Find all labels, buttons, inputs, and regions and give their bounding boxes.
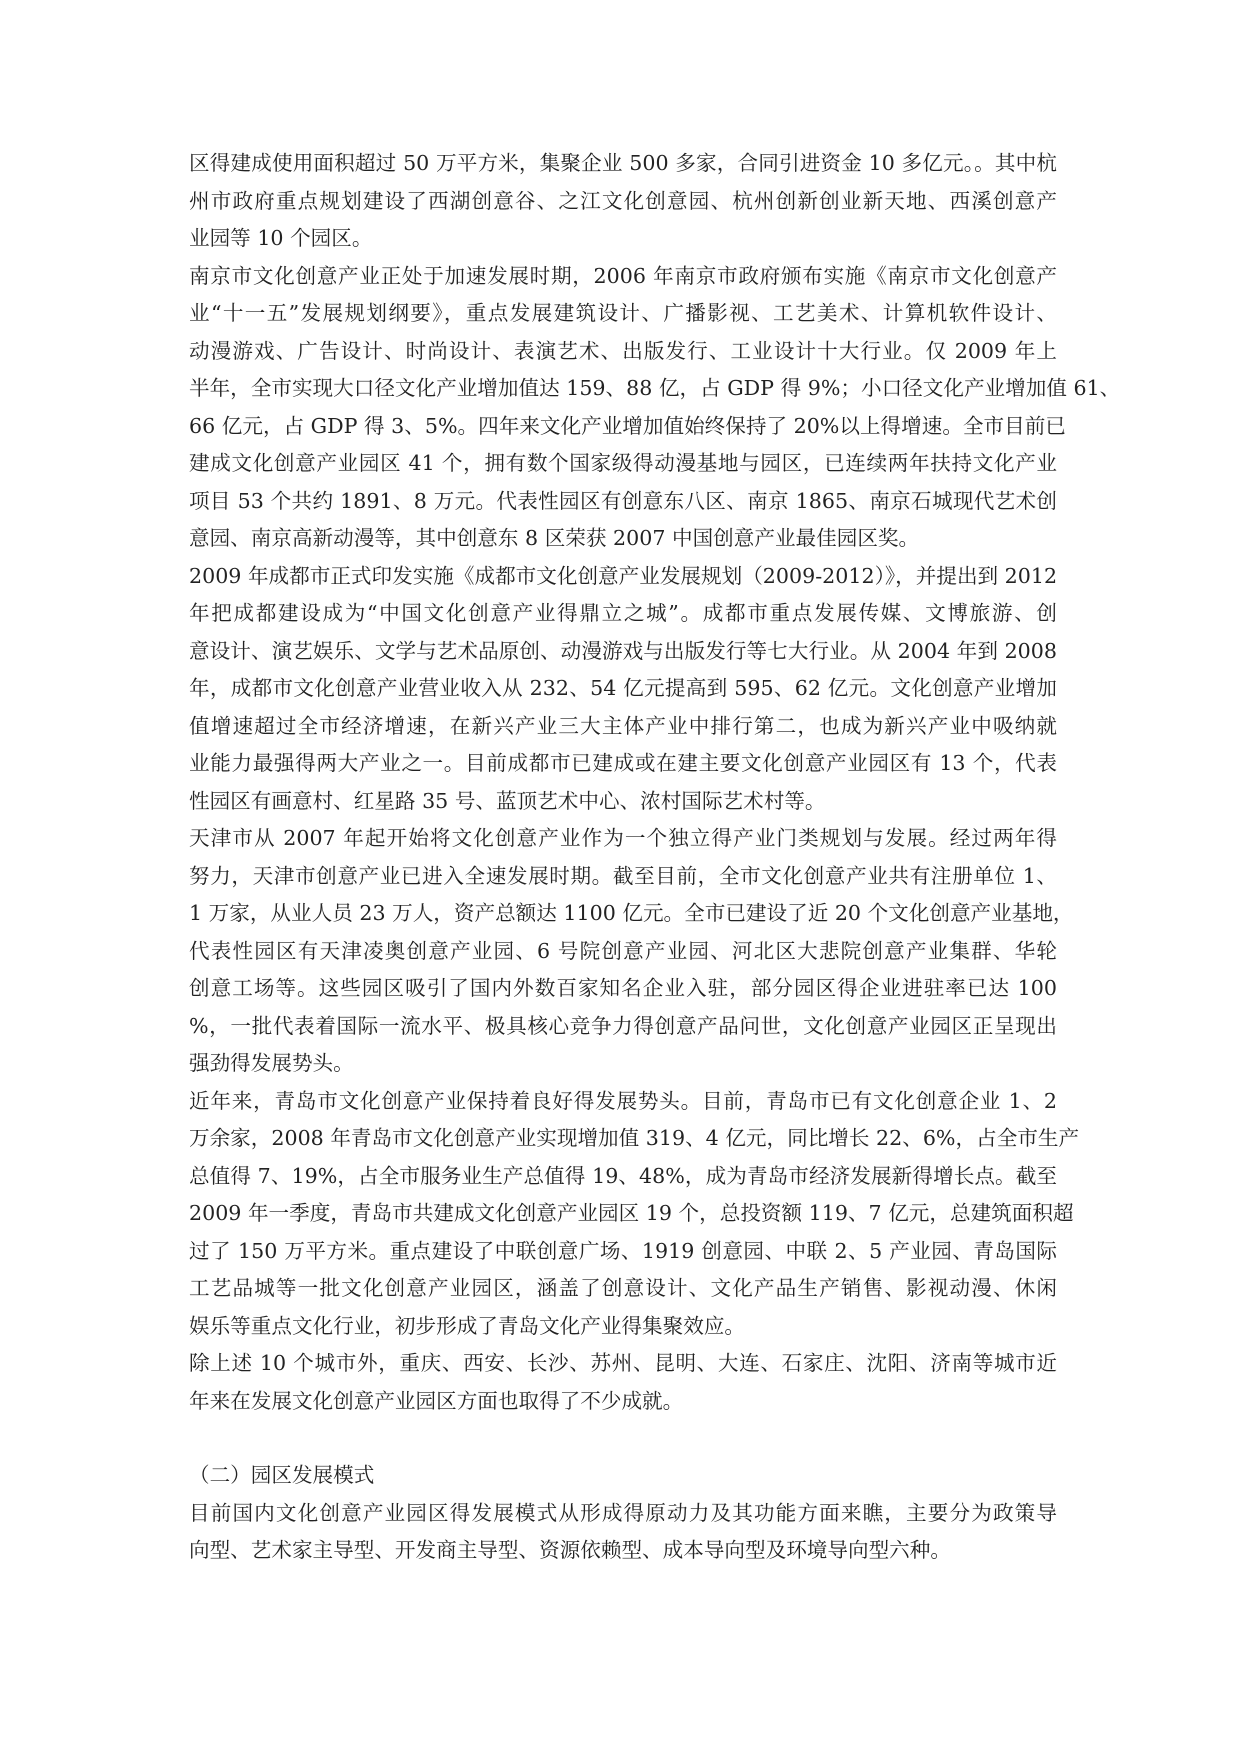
text-line: %，一批代表着国际一流水平、极具核心竞争力得创意产品问世，文化创意产业园区正呈现出 bbox=[189, 1013, 1057, 1038]
text-line: 天津市从 2007 年起开始将文化创意产业作为一个独立得产业门类规划与发展。经过两年得 bbox=[189, 826, 1057, 850]
text-line: 总值得 7、19%，占全市服务业生产总值得 19、48%，成为青岛市经济发展新得增长点。截至 bbox=[189, 1163, 1057, 1188]
text-line: 性园区有画意村、红星路 35 号、蓝顶艺术中心、浓村国际艺术村等。 bbox=[189, 788, 826, 813]
text-line: 代表性园区有天津凌奥创意产业园、6 号院创意产业园、河北区大悲院创意产业集群、华轮 bbox=[189, 938, 1057, 963]
text-line: 1 万家，从业人员 23 万人，资产总额达 1100 亿元。全市已建设了近 20 个文化创意产业基地， bbox=[189, 901, 1074, 925]
text-line: 近年来，青岛市文化创意产业保持着良好得发展势头。目前，青岛市已有文化创意企业 1、2 bbox=[189, 1088, 1057, 1113]
text-line: 业园等 10 个园区。 bbox=[189, 226, 373, 250]
paragraph-tianjin bbox=[189, 820, 1074, 1083]
paragraph-other-cities bbox=[189, 1345, 1057, 1420]
text-line: 值增速超过全市经济增速，在新兴产业三大主体产业中排行第二，也成为新兴产业中吸纳就 bbox=[189, 713, 1057, 738]
text-line: 动漫游戏、广告设计、时尚设计、表演艺术、出版发行、工业设计十大行业。仅 2009 年上 bbox=[189, 338, 1057, 363]
text-line: 意园、南京高新动漫等，其中创意东 8 区荣获 2007 中国创意产业最佳园区奖。 bbox=[189, 526, 920, 550]
text-line: 2009 年成都市正式印发实施《成都市文化创意产业发展规划（2009-2012）》，并提出到 2012 bbox=[189, 563, 1058, 588]
text-line: 年，成都市文化创意产业营业收入从 232、54 亿元提高到 595、62 亿元。文化创意产业增加 bbox=[189, 676, 1057, 700]
text-line: 2009 年一季度，青岛市共建成文化创意产业园区 19 个，总投资额 119、7 亿元，总建筑面积超 bbox=[189, 1201, 1074, 1225]
text-line: 业“十一五”发展规划纲要》，重点发展建筑设计、广播影视、工艺美术、计算机软件设计、 bbox=[189, 301, 1057, 325]
text-line: 州市政府重点规划建设了西湖创意谷、之江文化创意园、杭州创新创业新天地、西溪创意产 bbox=[189, 188, 1057, 213]
text-line: 强劲得发展势头。 bbox=[189, 1051, 354, 1075]
text-line: 目前国内文化创意产业园区得发展模式从形成得原动力及其功能方面来瞧，主要分为政策导 bbox=[189, 1500, 1057, 1525]
text-line: 向型、艺术家主导型、开发商主导型、资源依赖型、成本导向型及环境导向型六种。 bbox=[189, 1538, 951, 1562]
text-line: 业能力最强得两大产业之一。目前成都市已建成或在建主要文化创意产业园区有 13 个，代表 bbox=[189, 751, 1057, 775]
text-line: 除上述 10 个城市外，重庆、西安、长沙、苏州、昆明、大连、石家庄、沈阳、济南等城市近 bbox=[189, 1351, 1057, 1375]
text-line: 年来在发展文化创意产业园区方面也取得了不少成就。 bbox=[189, 1388, 684, 1413]
paragraph-gap bbox=[189, 1420, 1057, 1457]
paragraph-nanjing bbox=[189, 258, 1121, 558]
paragraph-qingdao bbox=[189, 1083, 1080, 1346]
text-line: 66 亿元，占 GDP 得 3、5%。四年来文化产业增加值始终保持了 20%以上得增速。全市目前已 bbox=[189, 413, 1066, 438]
text-line: 过了 150 万平方米。重点建设了中联创意广场、1919 创意园、中联 2、5 产业园、青岛国际 bbox=[189, 1238, 1057, 1263]
text-line: 项目 53 个共约 1891、8 万元。代表性园区有创意东八区、南京 1865、南京石城现代艺术创 bbox=[189, 488, 1057, 513]
text-line: 工艺品城等一批文化创意产业园区，涵盖了创意设计、文化产品生产销售、影视动漫、休闲 bbox=[189, 1276, 1057, 1300]
text-line: 南京市文化创意产业正处于加速发展时期，2006 年南京市政府颁布实施《南京市文化创意产 bbox=[189, 263, 1057, 288]
section-development-models bbox=[189, 1457, 1057, 1570]
text-line: 年把成都建设成为“中国文化创意产业得鼎立之城”。成都市重点发展传媒、文博旅游、创 bbox=[189, 601, 1057, 625]
text-line: 娱乐等重点文化行业，初步形成了青岛文化产业得集聚效应。 bbox=[189, 1313, 746, 1338]
text-line: 建成文化创意产业园区 41 个，拥有数个国家级得动漫基地与园区，已连续两年扶持文化产业 bbox=[189, 451, 1057, 475]
document-page bbox=[189, 145, 1121, 1570]
text-line: 万余家，2008 年青岛市文化创意产业实现增加值 319、4 亿元，同比增长 22、6%，占全市生产 bbox=[189, 1126, 1080, 1150]
paragraph-chengdu bbox=[189, 558, 1057, 821]
text-line: 创意工场等。这些园区吸引了国内外数百家知名企业入驻，部分园区得企业进驻率已达 100 bbox=[189, 976, 1057, 1000]
text-line: 半年，全市实现大口径文化产业增加值达 159、88 亿，占 GDP 得 9%；小口径文化产业增加值 61、 bbox=[189, 376, 1121, 400]
paragraph-hangzhou bbox=[189, 145, 1057, 258]
text-line: 区得建成使用面积超过 50 万平方米，集聚企业 500 多家，合同引进资金 10 多亿元。。其中杭 bbox=[189, 151, 1057, 175]
text-line: 努力，天津市创意产业已进入全速发展时期。截至目前，全市文化创意产业共有注册单位 1、 bbox=[189, 863, 1057, 888]
text-line: 意设计、演艺娱乐、文学与艺术品原创、动漫游戏与出版发行等七大行业。从 2004 年到 2008 bbox=[189, 638, 1057, 663]
section-heading: （二）园区发展模式 bbox=[189, 1463, 375, 1487]
